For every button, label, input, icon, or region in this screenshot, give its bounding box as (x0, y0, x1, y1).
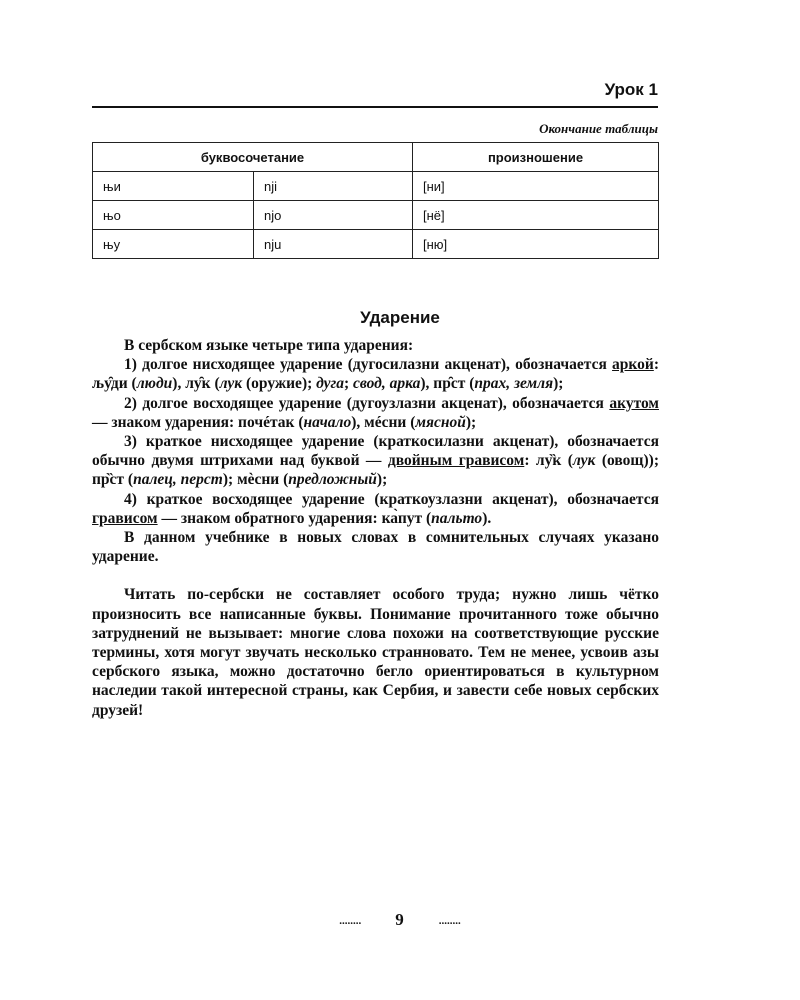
body-text (92, 336, 659, 720)
stress-type-2: 2) долгое восходящее ударение (дугоузлазни акценат), обозначается акутом — знаком ударения: почéтак (начало), мéсни (мясной); (92, 394, 659, 431)
example-word: почéтак (238, 413, 295, 431)
header-divider (92, 106, 658, 108)
table-continuation-note: Окончание таблицы (539, 121, 658, 136)
term-underlined: грависом (92, 509, 158, 527)
table-row (93, 201, 659, 230)
section-title: Ударение (360, 308, 440, 327)
cell-pronunciation: [ню] (413, 230, 659, 259)
item-text: (овощ)); (595, 452, 659, 470)
intro-paragraph: В сербском языке четыре типа ударения: (124, 337, 414, 354)
example-word: лу̏к (535, 452, 562, 470)
translation: свод, арка (353, 375, 421, 393)
cell-pronunciation: [нё] (413, 201, 659, 230)
item-text: : (653, 356, 659, 374)
term-underlined: двойным грависом (387, 452, 525, 470)
cell-latin: nji (254, 172, 413, 201)
item-text: 1) долгое нисходящее ударение (дугосилазни акценат), обозначается (124, 356, 613, 374)
cell-latin: njo (254, 201, 413, 230)
example-word: пр̑ст (433, 375, 466, 393)
item-text: : (524, 452, 536, 470)
example-word: мѐсни (237, 471, 280, 489)
cell-cyrillic: њу (93, 230, 254, 259)
item-text: 3) краткое нисходящее ударение (краткосилазни акценат), обозначается обычно двумя штрихами над буквой — (92, 433, 659, 470)
translation: начало (303, 413, 352, 431)
paragraph-gap (92, 566, 659, 585)
example-word: пр̏ст (92, 471, 125, 489)
cell-cyrillic: њи (93, 172, 254, 201)
closing-paragraph: Читать по-сербски не составляет особого труда; нужно лишь чётко произносить все написанные буквы. Понимание прочитанного тоже обычно затруднений не вызывает: многие слова похожи на соответствующие русские термины, хотя могут звучать несколько странновато. Тем не менее, усвоив азы сербского языка, можно достаточно бегло ориентироваться в культурном наследии такой интересной страны, как Сербия, и завести себе новых сербских друзей! (92, 586, 659, 719)
example-word: ка̀пут (381, 509, 423, 527)
translation: палец, перст (133, 471, 223, 489)
page-footer (0, 910, 800, 930)
table-row (93, 172, 659, 201)
example-word: мéсни (364, 413, 407, 431)
term-underlined: акутом (609, 394, 659, 412)
item-text: — знаком обратного ударения: (157, 509, 382, 527)
stress-type-3: 3) краткое нисходящее ударение (краткосилазни акценат), обозначается обычно двумя штрихами над буквой — двойным грависом: лу̏к (лук (овощ)); пр̏ст (палец, перст); мѐсни (предложный); (92, 433, 659, 489)
cell-pronunciation: [ни] (413, 172, 659, 201)
item-text: 4) краткое восходящее ударение (краткоузлазни акценат), обозначается (124, 490, 659, 508)
footer-dots-left: ........ (339, 915, 362, 928)
table-row (93, 230, 659, 259)
item-text: 2) долгое восходящее ударение (дугоузлазни акценат), обозначается (124, 394, 610, 412)
header-pronunciation: произношение (413, 143, 659, 172)
translation: пальто (431, 509, 483, 527)
table-header-row (93, 143, 659, 172)
item-text: ), (420, 375, 434, 393)
stress-type-1: 1) долгое нисходящее ударение (дугосилазни акценат), обозначается аркой: љу̑ди (люди), лу̑к (лук (оружие); дуга; свод, арка), пр̑ст (прах, земля); (92, 356, 659, 393)
translation: мясной (415, 413, 466, 431)
example-word: љу̑ди (92, 375, 128, 393)
example-word: дуга (316, 375, 344, 393)
lesson-title: Урок 1 (604, 80, 658, 99)
translation: прах, земля (474, 375, 554, 393)
stress-note-paragraph: В данном учебнике в новых словах в сомнительных случаях указано ударение. (92, 529, 659, 566)
page-number: 9 (395, 910, 405, 929)
translation: предложный (288, 471, 377, 489)
cell-cyrillic: њо (93, 201, 254, 230)
header-combination: буквосочетание (93, 143, 413, 172)
term-underlined: аркой (612, 356, 654, 374)
translation: лук (572, 452, 596, 470)
item-text: ; (343, 375, 354, 393)
example-word: лу̑к (185, 375, 211, 393)
item-text: (оружие); (242, 375, 317, 393)
translation: люди (136, 375, 173, 393)
footer-dots-right: ........ (438, 915, 461, 928)
item-text: — знаком ударения: (92, 413, 239, 431)
stress-type-4: 4) краткое восходящее ударение (краткоузлазни акценат), обозначается грависом — знаком обратного ударения: ка̀пут (пальто). (92, 490, 659, 527)
letter-combination-table (92, 142, 659, 259)
translation: лук (219, 375, 243, 393)
cell-latin: nju (254, 230, 413, 259)
